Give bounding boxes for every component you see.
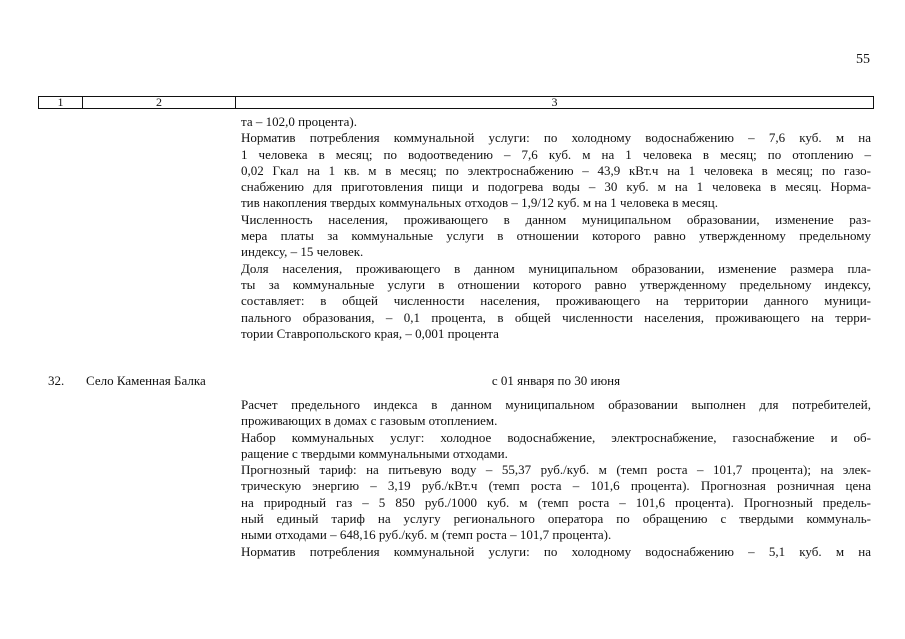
settlement-description	[241, 397, 871, 560]
text-line: мера платы за коммунальные услуги в отношении которого равно утвержденному предельному	[241, 228, 871, 244]
text-line: ращение с твердыми коммунальными отходами.	[241, 445, 508, 461]
page-number: 55	[856, 52, 870, 67]
text-line: 0,02 Гкал на 1 кв. м в месяц; по электроснабжению – 43,9 кВт.ч на 1 человека в месяц; по газо-	[241, 162, 871, 178]
text-line: Прогнозный тариф: на питьевую воду – 55,37 руб./куб. м (темп роста – 101,7 процента); на элек-	[241, 462, 871, 478]
text-line: составляет: в общей численности населения, проживающего на территории данного муници-	[241, 293, 871, 309]
text-line: тив накопления твердых коммунальных отходов – 1,9/12 куб. м на 1 человека в месяц.	[241, 195, 718, 211]
text-line: тории Ставропольского края, – 0,001 процента	[241, 325, 499, 341]
text-line: Численность населения, проживающего в данном муниципальном образовании, изменение раз-	[241, 211, 871, 227]
text-line: Доля населения, проживающего в данном муниципальном образовании, изменение размера пла-	[241, 260, 871, 276]
continued-settlement-description	[241, 114, 871, 342]
settlement-name: Село Каменная Балка	[86, 373, 206, 388]
text-line: снабжению для приготовления пищи и подогрева воды – 30 куб. м на 1 человека в месяц. Норма-	[241, 179, 871, 195]
column-header-3: 3	[551, 95, 558, 109]
text-line: на природный газ – 5 850 руб./1000 куб. м (темп роста – 101,6 процента). Прогнозный предель-	[241, 494, 871, 510]
column-header-2: 2	[83, 97, 236, 108]
table-header-row	[38, 96, 874, 109]
text-line: Норматив потребления коммунальной услуги: по холодному водоснабжению – 5,1 куб. м на	[241, 543, 871, 559]
text-line: проживающих в домах с газовым отоплением.	[241, 413, 498, 429]
text-line: ный единый тариф на услугу регионального оператора по обращению с твердыми коммуналь-	[241, 511, 871, 527]
text-line: Расчет предельного индекса в данном муниципальном образовании выполнен для потребителей,	[241, 397, 871, 412]
row-number: 32.	[48, 373, 65, 388]
text-line: трическую энергию – 3,19 руб./кВт.ч (темп роста – 101,6 процента). Прогнозная розничная цена	[241, 478, 871, 494]
text-line: индексу, – 15 человек.	[241, 244, 364, 260]
text-line: ты за коммунальные услуги в отношении которого равно утвержденному предельному индексу,	[241, 276, 871, 292]
period-heading: с 01 января по 30 июня	[491, 373, 621, 388]
text-line: та – 102,0 процента).	[241, 114, 357, 129]
text-line: Набор коммунальных услуг: холодное водоснабжение, электроснабжение, газоснабжение и об-	[241, 429, 871, 445]
text-line: ными отходами – 648,16 руб./куб. м (темп роста – 101,7 процента).	[241, 527, 612, 543]
text-line: Норматив потребления коммунальной услуги: по холодному водоснабжению – 7,6 куб. м на	[241, 130, 871, 146]
column-header-1: 1	[39, 97, 83, 108]
text-line: 1 человека в месяц; по водоотведению – 7,6 куб. м на 1 человека в месяц; по отоплению –	[241, 146, 871, 162]
text-line: пального образования, – 0,1 процента, в общей численности населения, проживающего на терри-	[241, 309, 871, 325]
